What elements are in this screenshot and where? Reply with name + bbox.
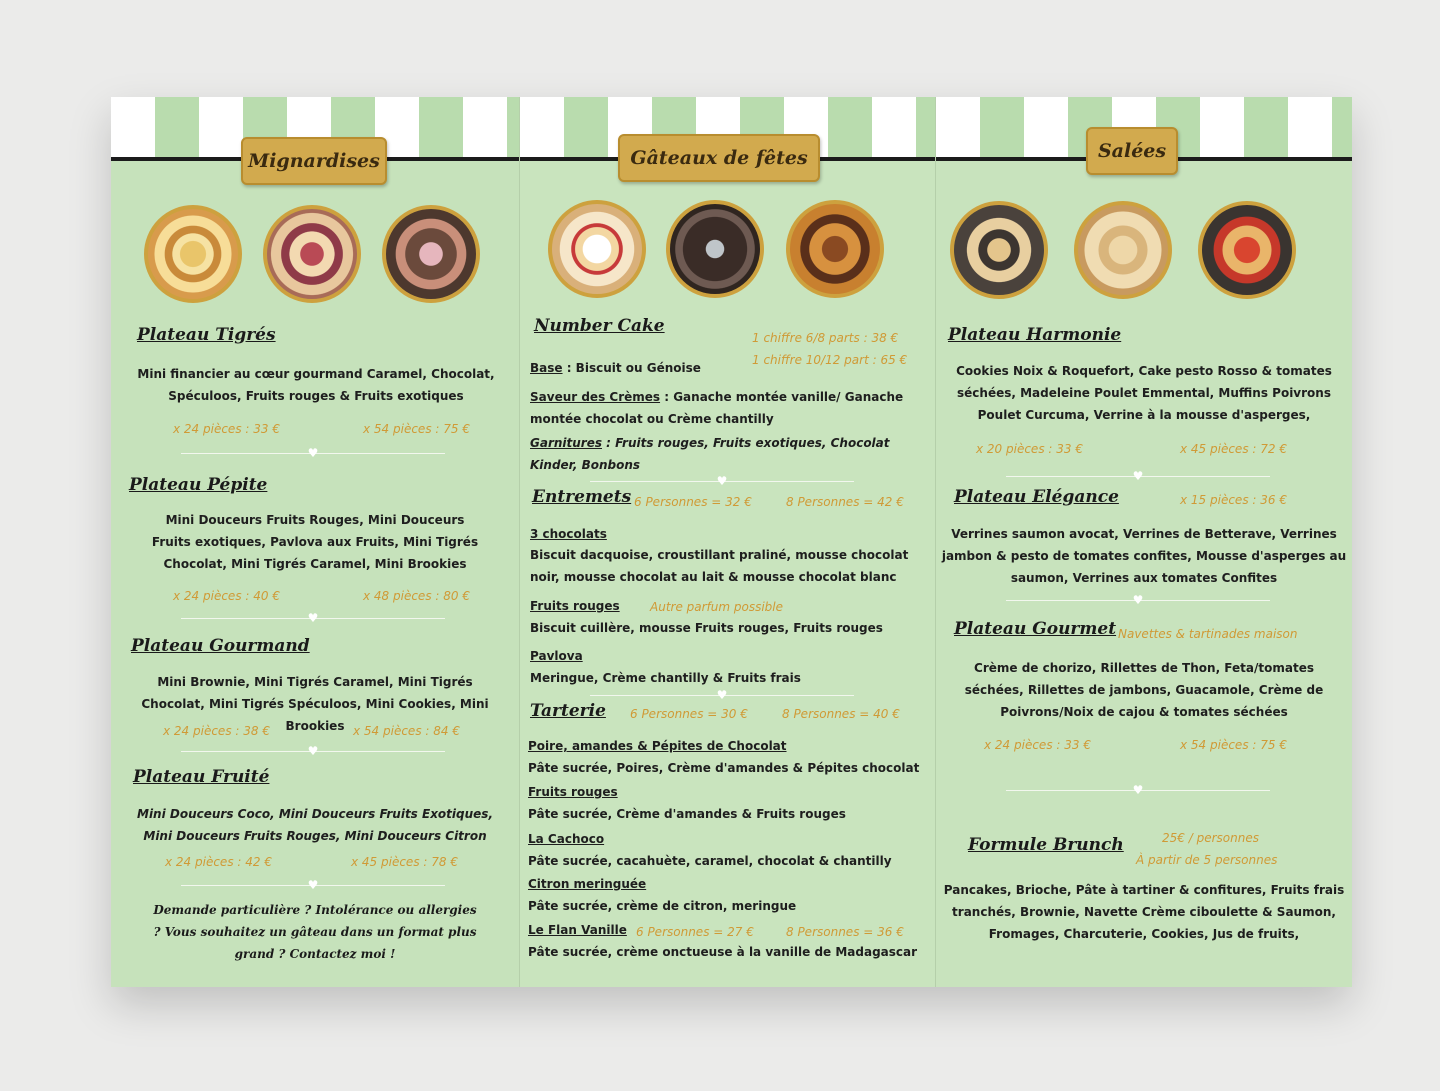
title-entremets: Entremets bbox=[532, 487, 632, 507]
section-label: Salées bbox=[1086, 127, 1178, 175]
gourmet-note: Navettes & tartinades maison bbox=[1118, 627, 1298, 641]
garnitures-text: : Fruits rouges, Fruits exotiques, Chocolat Kinder, Bonbons bbox=[530, 436, 890, 472]
title-plateau-harmonie: Plateau Harmonie bbox=[948, 325, 1122, 345]
heart-icon: ♥ bbox=[716, 688, 728, 702]
tarte-fruits-rouges-title: Fruits rouges bbox=[528, 785, 618, 799]
price-entremets-6: 6 Personnes = 32 € bbox=[634, 495, 752, 509]
special-request-note: Demande particulière ? Intolérance ou allergies ? Vous souhaitez un gâteau dans un format plus grand ? Contactez moi ! bbox=[153, 903, 477, 961]
panel-mignardises bbox=[111, 97, 519, 987]
photo-mignardises-2 bbox=[263, 205, 361, 303]
entremets-pavlova-title: Pavlova bbox=[530, 649, 583, 663]
garnitures-label: Garnitures bbox=[530, 436, 602, 450]
title-tarterie: Tarterie bbox=[530, 701, 606, 721]
photo-gateaux-3 bbox=[786, 200, 884, 298]
heart-icon: ♥ bbox=[716, 474, 728, 488]
photo-gateaux-2 bbox=[666, 200, 764, 298]
flan-vanille-desc: Pâte sucrée, crème onctueuse à la vanille de Madagascar bbox=[528, 945, 918, 959]
entremets-fruits-rouges-desc: Biscuit cuillère, mousse Fruits rouges, Fruits rouges bbox=[530, 621, 883, 635]
price-gourmet-54: x 54 pièces : 75 € bbox=[1180, 738, 1287, 752]
price-number-cake-2: 1 chiffre 10/12 part : 65 € bbox=[752, 353, 908, 367]
price-harmonie-45: x 45 pièces : 72 € bbox=[1180, 442, 1287, 456]
price-tarterie-6: 6 Personnes = 30 € bbox=[630, 707, 748, 721]
tarte-citron-title: Citron meringuée bbox=[528, 877, 647, 891]
heart-icon: ♥ bbox=[1132, 469, 1144, 483]
tarte-citron-desc: Pâte sucrée, crème de citron, meringue bbox=[528, 899, 797, 913]
title-plateau-pepite: Plateau Pépite bbox=[129, 475, 268, 495]
photo-salees-1 bbox=[950, 201, 1048, 299]
base-text: : Biscuit ou Génoise bbox=[562, 361, 701, 375]
entremets-autre-parfum: Autre parfum possible bbox=[650, 600, 784, 614]
section-label: Gâteaux de fêtes bbox=[618, 134, 820, 182]
price-number-cake-1: 1 chiffre 6/8 parts : 38 € bbox=[752, 331, 899, 345]
photo-salees-3 bbox=[1198, 201, 1296, 299]
heart-icon: ♥ bbox=[307, 446, 319, 460]
heart-icon: ♥ bbox=[307, 611, 319, 625]
price-pepite-48: x 48 pièces : 80 € bbox=[363, 589, 470, 603]
desc-plateau-gourmet: Crème de chorizo, Rillettes de Thon, Feta/tomates séchées, Rillettes de jambons, Guacamole, Crème de Poivrons/Noix de cajou & tomates séchées bbox=[964, 661, 1324, 719]
saveur-label: Saveur des Crèmes bbox=[530, 390, 661, 404]
price-fruite-45: x 45 pièces : 78 € bbox=[351, 855, 458, 869]
number-cake-garnitures bbox=[530, 432, 924, 476]
title-plateau-fruite: Plateau Fruité bbox=[133, 767, 270, 787]
title-plateau-gourmet: Plateau Gourmet bbox=[954, 619, 1117, 639]
desc-plateau-harmonie: Cookies Noix & Roquefort, Cake pesto Rosso & tomates séchées, Madeleine Poulet Emmental, Muffins Poivrons Poulet Curcuma, Verrine à la mousse d'asperges, bbox=[956, 364, 1332, 422]
price-harmonie-20: x 20 pièces : 33 € bbox=[976, 442, 1083, 456]
title-formule-brunch: Formule Brunch bbox=[968, 835, 1124, 855]
price-entremets-8: 8 Personnes = 42 € bbox=[786, 495, 904, 509]
entremets-3-chocolats-desc: Biscuit dacquoise, croustillant praliné, mousse chocolat noir, mousse chocolat au lait & mousse chocolat blanc bbox=[530, 548, 909, 584]
saveur-text: : Ganache montée vanille/ Ganache montée chocolat ou Crème chantilly bbox=[530, 390, 904, 426]
heart-icon: ♥ bbox=[1132, 593, 1144, 607]
photo-mignardises-3 bbox=[382, 205, 480, 303]
panel-gateaux bbox=[519, 97, 936, 987]
price-fruite-24: x 24 pièces : 42 € bbox=[165, 855, 272, 869]
heart-icon: ♥ bbox=[307, 878, 319, 892]
entremets-3-chocolats-title: 3 chocolats bbox=[530, 527, 607, 541]
desc-formule-brunch: Pancakes, Brioche, Pâte à tartiner & confitures, Fruits frais tranchés, Brownie, Navette Crème ciboulette & Saumon, Fromages, Charcuterie, Cookies, Jus de fruits, bbox=[943, 883, 1345, 941]
tarte-poire-desc: Pâte sucrée, Poires, Crème d'amandes & Pépites chocolat bbox=[528, 761, 920, 775]
tarte-poire-title: Poire, amandes & Pépites de Chocolat bbox=[528, 739, 787, 753]
title-plateau-gourmand: Plateau Gourmand bbox=[131, 636, 310, 656]
photo-salees-2 bbox=[1074, 201, 1172, 299]
photo-mignardises-1 bbox=[144, 205, 242, 303]
title-number-cake: Number Cake bbox=[534, 316, 665, 336]
entremets-fruits-rouges-title: Fruits rouges bbox=[530, 599, 620, 613]
desc-plateau-fruite: Mini Douceurs Coco, Mini Douceurs Fruits Exotiques, Mini Douceurs Fruits Rouges, Mini Douceurs Citron bbox=[137, 807, 493, 843]
desc-plateau-pepite: Mini Douceurs Fruits Rouges, Mini Douceurs Fruits exotiques, Pavlova aux Fruits, Mini Tigrés Chocolat, Mini Tigrés Caramel, Mini Brookies bbox=[151, 513, 479, 571]
price-gourmand-54: x 54 pièces : 84 € bbox=[353, 724, 460, 738]
tarte-cachoco-desc: Pâte sucrée, cacahuète, caramel, chocolat & chantilly bbox=[528, 854, 892, 868]
price-tigres-54: x 54 pièces : 75 € bbox=[363, 422, 470, 436]
brochure bbox=[111, 97, 1351, 987]
price-flan-6: 6 Personnes = 27 € bbox=[636, 925, 754, 939]
entremets-pavlova-desc: Meringue, Crème chantilly & Fruits frais bbox=[530, 671, 801, 685]
tarte-fruits-rouges-desc: Pâte sucrée, Crème d'amandes & Fruits rouges bbox=[528, 807, 846, 821]
base-label: Base bbox=[530, 361, 563, 375]
price-elegance: x 15 pièces : 36 € bbox=[1180, 493, 1287, 507]
desc-plateau-gourmand: Mini Brownie, Mini Tigrés Caramel, Mini Tigrés Chocolat, Mini Tigrés Spéculoos, Mini Cookies, Mini Brookies bbox=[141, 675, 489, 733]
price-tarterie-8: 8 Personnes = 40 € bbox=[782, 707, 900, 721]
price-tigres-24: x 24 pièces : 33 € bbox=[173, 422, 280, 436]
title-plateau-elegance: Plateau Elégance bbox=[954, 487, 1119, 507]
price-pepite-24: x 24 pièces : 40 € bbox=[173, 589, 280, 603]
number-cake-saveur bbox=[530, 386, 924, 430]
tarte-cachoco-title: La Cachoco bbox=[528, 832, 605, 846]
price-brunch: 25€ / personnes bbox=[1162, 831, 1259, 845]
section-label: Mignardises bbox=[241, 137, 387, 185]
title-plateau-tigres: Plateau Tigrés bbox=[137, 325, 276, 345]
panel-salees bbox=[935, 97, 1352, 987]
price-gourmand-24: x 24 pièces : 38 € bbox=[163, 724, 270, 738]
price-flan-8: 8 Personnes = 36 € bbox=[786, 925, 904, 939]
price-gourmet-24: x 24 pièces : 33 € bbox=[984, 738, 1091, 752]
photo-gateaux-1 bbox=[548, 200, 646, 298]
heart-icon: ♥ bbox=[1132, 783, 1144, 797]
number-cake-base bbox=[530, 357, 730, 379]
desc-plateau-elegance: Verrines saumon avocat, Verrines de Betterave, Verrines jambon & pesto de tomates confites, Mousse d'asperges au saumon, Verrines aux tomates Confites bbox=[941, 527, 1347, 585]
desc-plateau-tigres: Mini financier au cœur gourmand Caramel, Chocolat, Spéculoos, Fruits rouges & Fruits exotiques bbox=[137, 367, 495, 403]
heart-icon: ♥ bbox=[307, 744, 319, 758]
price-brunch-min: À partir de 5 personnes bbox=[1136, 853, 1278, 867]
flan-vanille-title: Le Flan Vanille bbox=[528, 923, 627, 937]
